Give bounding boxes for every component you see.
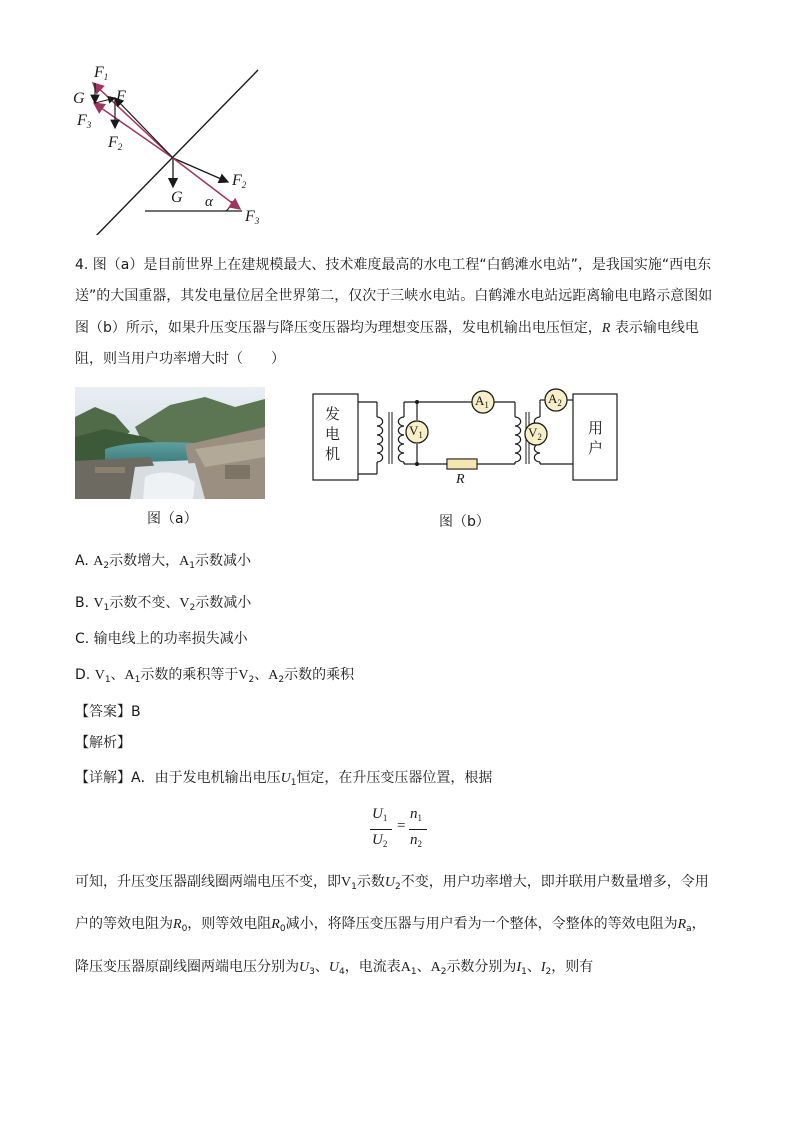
label-alpha: α bbox=[205, 194, 213, 210]
label-f1: $F_1$ bbox=[94, 64, 109, 82]
option-b: B. $V_1$示数不变、$V_2$示数减小 bbox=[75, 595, 252, 613]
analysis-label: 【解析】 bbox=[75, 735, 131, 751]
force-f3-pink-top bbox=[94, 103, 173, 158]
circuit-v1-label: $V_1$ bbox=[409, 423, 423, 440]
circuit-v2-label: $V_2$ bbox=[528, 425, 542, 442]
circuit-r-label: R bbox=[456, 472, 465, 487]
question-line-4: 阻，则当用户功率增大时（ ） bbox=[75, 351, 285, 367]
label-f: F bbox=[116, 88, 126, 105]
dam-photo bbox=[75, 387, 265, 499]
label-f2-right: $F_2$ bbox=[232, 172, 247, 190]
question-line-2: 送”的大国重器，其发电量位居全世界第二，仅次于三峡水电站。白鹤滩水电站远距离输电电路示意图如 bbox=[75, 288, 713, 304]
caption-b: 图（b） bbox=[439, 514, 490, 530]
detail-line-3: 户的等效电阻为$R_0$，则等效电阻$R_0$减小，将降压变压器与用户看为一个整体，令整体的等效电阻为$R_a$， bbox=[75, 916, 706, 934]
label-f3-bottom: $F_3$ bbox=[245, 208, 260, 226]
circuit-a2-label: $A_2$ bbox=[548, 391, 562, 408]
circuit-diagram bbox=[305, 382, 625, 497]
detail-line-2: 可知，升压变压器副线圈两端电压不变，即$V_1$示数$U_2$不变，用户功率增大，即并联用户数量增多，令用 bbox=[75, 874, 709, 892]
question-line-1: 4. 图（a）是目前世界上在建规模最大、技术难度最高的水电工程“白鹤滩水电站”，是我国实施“西电东 bbox=[75, 257, 712, 273]
force-f-arrow bbox=[115, 98, 173, 158]
question-line-3: 图（b）所示，如果升压变压器与降压变压器均为理想变压器，发电机输出电压恒定，R 表示输电线电 bbox=[75, 320, 699, 336]
circuit-a1-label: $A_1$ bbox=[475, 393, 489, 410]
circuit-generator-label: 发 电 机 bbox=[325, 405, 341, 463]
caption-a: 图（a） bbox=[147, 511, 198, 527]
label-f3-top: $F_3$ bbox=[77, 112, 92, 130]
detail-line-1: 【详解】A．由于发电机输出电压$U_1$恒定，在升压变压器位置，根据 bbox=[75, 770, 493, 788]
label-g-bottom: G bbox=[171, 189, 183, 206]
label-f2-top: $F_2$ bbox=[108, 134, 123, 152]
detail-line-4: 降压变压器原副线圈两端电压分别为$U_3$、$U_4$，电流表$A_1$、$A_2$示数分别为$I_1$、$I_2$，则有 bbox=[75, 959, 594, 977]
formula-ratio: $U_1$ $U_2$ = $n_1$ $n_2$ bbox=[370, 806, 430, 856]
circuit-user-label: 用 户 bbox=[588, 419, 604, 457]
answer-line: 【答案】B bbox=[75, 704, 141, 720]
option-c: C. 输电线上的功率损失减小 bbox=[75, 631, 248, 647]
option-d: D. $V_1$、$A_1$示数的乘积等于$V_2$、$A_2$示数的乘积 bbox=[75, 667, 355, 685]
force-f1-pink bbox=[93, 83, 173, 158]
label-g-top: G bbox=[73, 90, 85, 107]
option-a: A. $A_2$示数增大，$A_1$示数减小 bbox=[75, 553, 251, 571]
